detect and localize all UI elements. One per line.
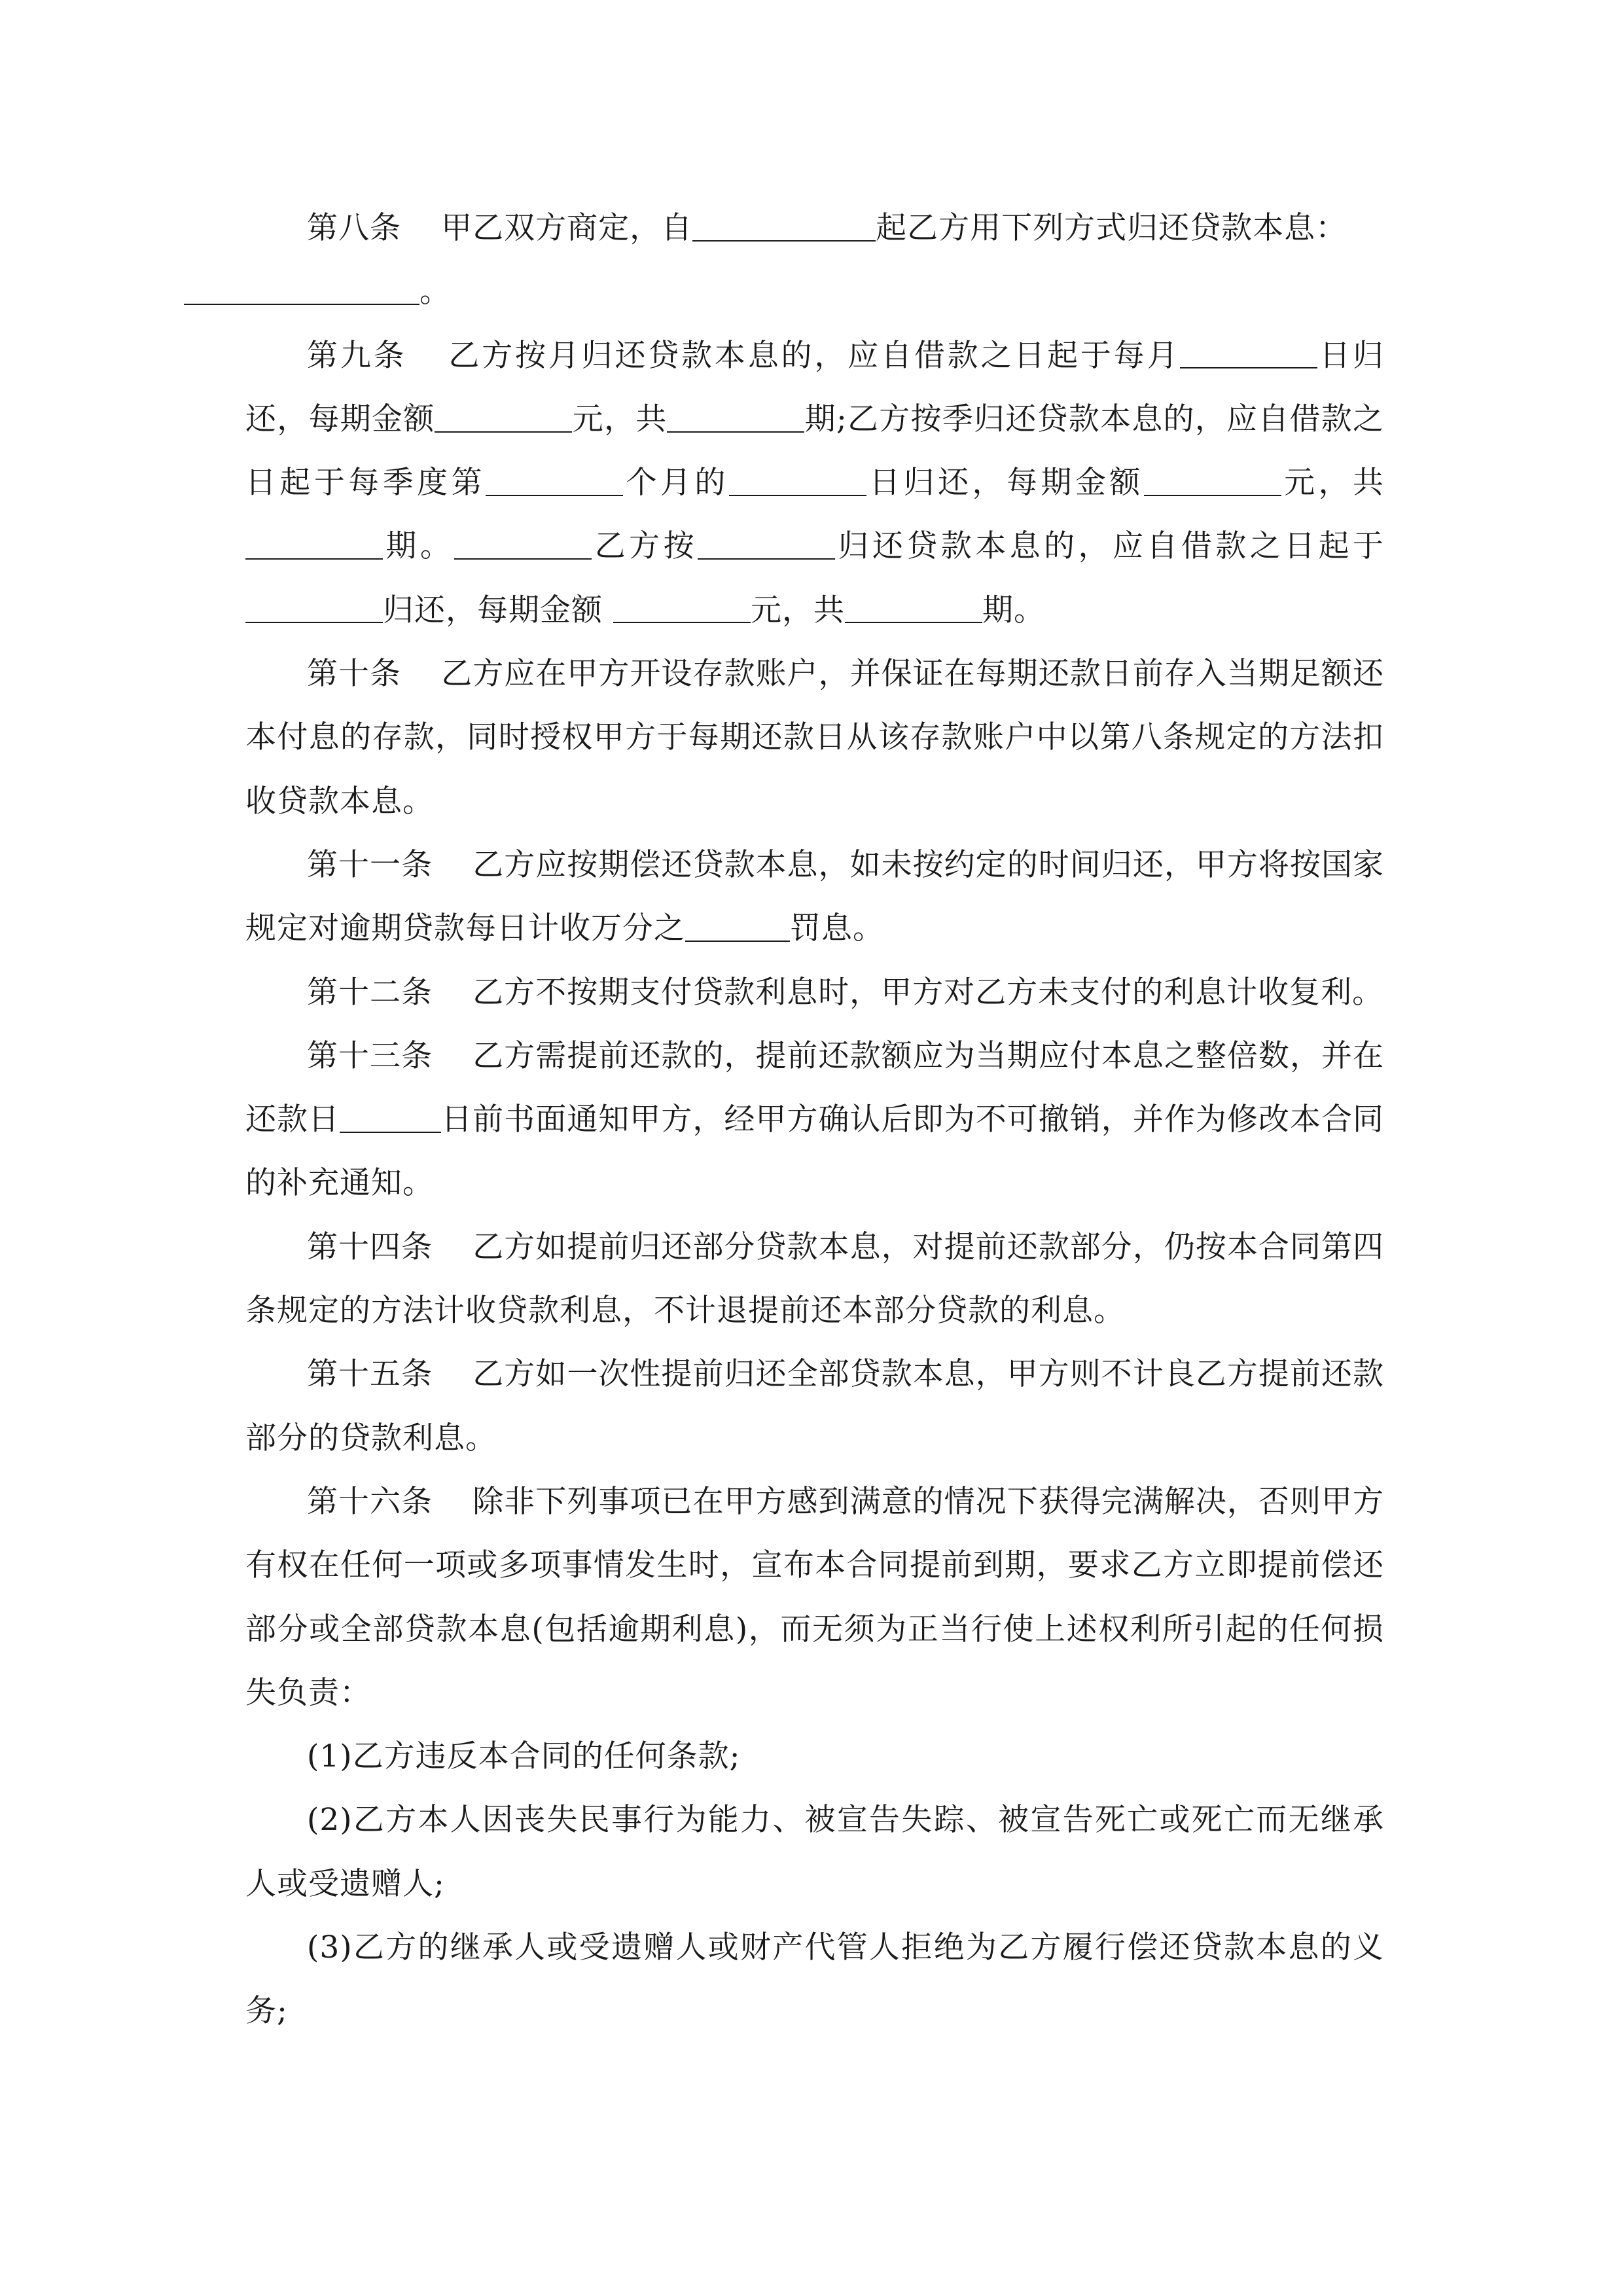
blank-line — [845, 591, 982, 623]
article-number: 第十四条 — [307, 1229, 433, 1265]
list-item: (1)乙方违反本合同的任何条款; — [307, 1738, 741, 1775]
blank-line — [245, 528, 383, 560]
article-9: 第九条 乙方按月归还贷款本息的，应自借款之日起于每月 日归还，每期金额 元，共 期;乙方按季归还贷款本息的，应自借款之日起于每季度第 个月的 日归还，每期金额 元，共 期。 乙方按 归还贷款本息的，应自借款之日起于归还，每期金额 元，共 期。 — [245, 337, 1385, 628]
blank-line — [184, 273, 419, 305]
blank-line — [667, 401, 804, 433]
article-14: 第十四条 乙方如提前归还部分贷款本息，对提前还款部分，仍按本合同第四条规定的方法计收贷款利息，不计退提前还本部分贷款的利息。 — [245, 1229, 1385, 1329]
article-number: 第十二条 — [307, 974, 433, 1011]
article-12: 第十二条 乙方不按期支付贷款利息时，甲方对乙方未支付的利息计收复利。 — [307, 974, 1384, 1011]
blank-line — [685, 910, 790, 942]
article-13: 第十三条 乙方需提前还款的，提前还款额应为当期应付本息之整倍数，并在还款日 日前书面通知甲方，经甲方确认后即为不可撤销，并作为修改本合同的补充通知。 — [245, 1037, 1385, 1202]
document-page — [245, 196, 1384, 2043]
blank-line — [1144, 464, 1281, 496]
blank-line — [1180, 336, 1317, 368]
article-number: 第十一条 — [307, 846, 433, 883]
article-number: 第九条 — [307, 337, 407, 374]
article-number: 第十条 — [307, 656, 402, 692]
blank-line — [340, 1101, 441, 1133]
article-15: 第十五条 乙方如一次性提前归还全部贷款本息，甲方则不计良乙方提前还款部分的贷款利息。 — [245, 1356, 1385, 1456]
article-number: 第十三条 — [307, 1037, 433, 1074]
blank-line — [692, 209, 876, 242]
blank-line — [729, 464, 866, 496]
blank-line — [454, 528, 592, 560]
blank-line — [613, 591, 751, 623]
article-number: 第八条 — [307, 210, 401, 246]
article-8: 第八条 甲乙双方商定，自 起乙方用下列方式归还贷款本息： 。 — [245, 196, 1384, 324]
article-number: 第十五条 — [307, 1356, 433, 1393]
blank-line — [698, 528, 835, 560]
article-number: 第十六条 — [307, 1483, 433, 1520]
blank-line — [435, 401, 572, 433]
article-10: 第十条 乙方应在甲方开设存款账户，并保证在每期还款日前存入当期足额还本付息的存款，同时授权甲方于每期还款日从该存款账户中以第八条规定的方法扣收贷款本息。 — [245, 656, 1385, 819]
blank-line — [245, 591, 383, 623]
list-item: (2)乙方本人因丧失民事行为能力、被宣告失踪、被宣告死亡或死亡而无继承人或受遗赠人; — [245, 1802, 1384, 1902]
list-item: (3)乙方的继承人或受遗赠人或财产代管人拒绝为乙方履行偿还贷款本息的义务; — [245, 1929, 1384, 2030]
article-11: 第十一条 乙方应按期偿还贷款本息，如未按约定的时间归还，甲方将按国家规定对逾期贷款每日计收万分之 罚息。 — [245, 846, 1385, 947]
article-16: 第十六条 除非下列事项已在甲方感到满意的情况下获得完满解决，否则甲方有权在任何一项或多项事情发生时，宣布本合同提前到期，要求乙方立即提前偿还部分或全部贷款本息(包括逾期利息)，而无须为正当行使上述权利所引起的任何损失负责： — [245, 1483, 1385, 1711]
blank-line — [486, 464, 623, 496]
